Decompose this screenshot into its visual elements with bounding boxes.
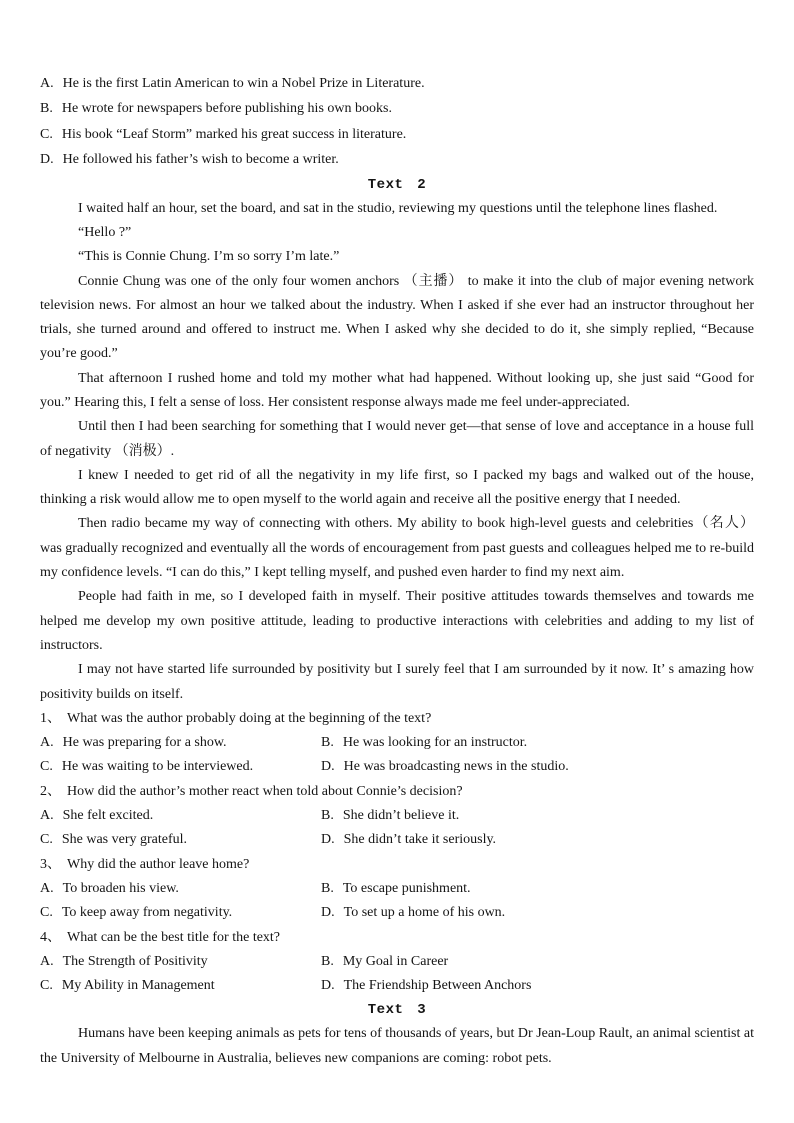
question-number: 2、: [40, 783, 61, 799]
option-a: [40, 877, 321, 901]
option-text: She felt excited.: [62, 808, 154, 824]
option-label: B.: [321, 880, 334, 896]
option-row: [40, 901, 754, 925]
option-text: To keep away from negativity.: [61, 905, 233, 921]
option-text: She didn’t believe it.: [342, 808, 460, 824]
question-number: 1、: [40, 710, 61, 726]
option-label: A.: [40, 735, 54, 751]
option-label: A.: [40, 953, 54, 969]
question-stem-text: How did the author’s mother react when told about Connie’s decision?: [67, 783, 463, 799]
option-text: To escape punishment.: [342, 880, 471, 896]
option-row: [40, 731, 754, 755]
passage-paragraph: I waited half an hour, set the board, and sat in the studio, reviewing my questions until the telephone lines flashed.: [78, 200, 718, 216]
option-c: [40, 755, 321, 779]
option-label: D.: [321, 978, 335, 994]
option-line-c: [40, 122, 754, 147]
question-stem: [40, 780, 754, 804]
option-label: C.: [40, 126, 53, 142]
carryover-options: [40, 71, 754, 173]
question-stem: [40, 926, 754, 950]
option-text: He was looking for an instructor.: [342, 735, 528, 751]
question-stem: [40, 707, 754, 731]
passage-paragraph: “Hello ?”: [78, 224, 132, 240]
option-label: B.: [321, 808, 334, 824]
option-d: [321, 974, 531, 998]
question-number: 3、: [40, 856, 61, 872]
option-text: To set up a home of his own.: [343, 905, 506, 921]
passage-paragraph: People had faith in me, so I developed faith in myself. Their positive attitudes towards themselves and towards me helped me develop my own positive attitude, leading to productive interactions with celebrities and adding to my list of instructors.: [40, 589, 754, 653]
option-b: [321, 877, 471, 901]
option-label: B.: [321, 953, 334, 969]
option-d: [321, 828, 496, 852]
text2-heading: Text 2: [367, 176, 427, 193]
option-line-a: [40, 71, 754, 96]
option-b: [321, 950, 448, 974]
question-stem-text: What was the author probably doing at the beginning of the text?: [67, 710, 432, 726]
option-label: D.: [40, 152, 54, 168]
option-row: [40, 974, 754, 998]
option-text: He was preparing for a show.: [62, 735, 227, 751]
option-text: His book “Leaf Storm” marked his great success in literature.: [61, 126, 407, 142]
passage-paragraph: Until then I had been searching for something that I would never get—that sense of love and acceptance in a house full of negativity （消极）.: [40, 419, 754, 459]
option-label: C.: [40, 905, 53, 921]
option-text: He is the first Latin American to win a Nobel Prize in Literature.: [62, 76, 425, 91]
text3-heading: Text 3: [367, 1002, 427, 1019]
option-c: [40, 901, 321, 925]
option-label: D.: [321, 905, 335, 921]
text3-passage: [40, 1022, 754, 1071]
question-2: [40, 780, 754, 853]
passage-paragraph: That afternoon I rushed home and told my mother what had happened. Without looking up, she just said “Good for you.” Hearing this, I felt a sense of loss. Her consistent response always made me feel under-appreciated.: [40, 370, 754, 410]
question-number: 4、: [40, 929, 61, 945]
option-b: [321, 731, 527, 755]
option-label: B.: [321, 735, 334, 751]
option-row: [40, 877, 754, 901]
option-label: C.: [40, 978, 53, 994]
option-d: [321, 755, 569, 779]
option-label: D.: [321, 759, 335, 775]
option-label: C.: [40, 832, 53, 848]
option-row: [40, 828, 754, 852]
option-text: She didn’t take it seriously.: [343, 832, 497, 848]
passage-paragraph: I may not have started life surrounded by positivity but I surely feel that I am surrounded by it now. It’ s amazing how positivity builds on itself.: [40, 662, 754, 702]
option-label: D.: [321, 832, 335, 848]
option-text: She was very grateful.: [61, 832, 188, 848]
option-line-b: [40, 96, 754, 121]
option-label: A.: [40, 880, 54, 896]
option-c: [40, 974, 321, 998]
question-1: [40, 707, 754, 780]
option-text: He was waiting to be interviewed.: [61, 759, 254, 775]
question-stem-text: Why did the author leave home?: [67, 856, 250, 872]
option-a: [40, 950, 321, 974]
option-text: My Goal in Career: [342, 953, 449, 969]
option-label: A.: [40, 808, 54, 824]
passage-paragraph: Then radio became my way of connecting with others. My ability to book high-level guests and celebrities（名人） was gradually recognized and eventually all the words of encouragement from past guests and colleagues helped me to re-build my confidence levels. “I can do this,” I kept telling myself, and pushed even harder to find my next aim.: [40, 516, 754, 581]
option-row: [40, 804, 754, 828]
option-d: [321, 901, 505, 925]
question-3: [40, 853, 754, 926]
option-label: B.: [40, 101, 53, 117]
question-stem-text: What can be the best title for the text?: [67, 929, 281, 945]
option-label: C.: [40, 759, 53, 775]
option-row: [40, 950, 754, 974]
option-label: A.: [40, 76, 54, 91]
option-a: [40, 804, 321, 828]
option-text: The Friendship Between Anchors: [343, 978, 532, 994]
option-text: He followed his father’s wish to become a writer.: [62, 152, 339, 168]
option-a: [40, 731, 321, 755]
option-text: The Strength of Positivity: [62, 953, 208, 969]
passage-paragraph: I knew I needed to get rid of all the negativity in my life first, so I packed my bags and walked out of the house, thinking a risk would allow me to open myself to the world again and receive all the positive energy that I needed.: [40, 467, 754, 508]
option-text: He was broadcasting news in the studio.: [343, 759, 569, 775]
option-text: My Ability in Management: [61, 978, 215, 994]
passage-paragraph: Connie Chung was one of the only four women anchors （主播） to make it into the club of major evening network television news. For almost an hour we talked about the industry. When I asked if she ever had an instructor throughout her trials, she turned around and offered to instruct me. When I asked why she decided to do it, she simply replied, “Because you’re good.”: [40, 273, 754, 362]
option-line-d: [40, 147, 754, 172]
question-stem: [40, 853, 754, 877]
option-text: To broaden his view.: [62, 880, 179, 896]
passage-paragraph: “This is Connie Chung. I’m so sorry I’m late.”: [78, 249, 340, 265]
option-c: [40, 828, 321, 852]
text2-passage: [40, 197, 754, 707]
option-row: [40, 755, 754, 779]
question-4: [40, 926, 754, 999]
passage-paragraph: Humans have been keeping animals as pets for tens of thousands of years, but Dr Jean-Loup Rault, an animal scientist at the University of Melbourne in Australia, believes new companions are coming: robot pets.: [40, 1026, 754, 1066]
option-text: He wrote for newspapers before publishing his own books.: [61, 101, 392, 117]
option-b: [321, 804, 459, 828]
